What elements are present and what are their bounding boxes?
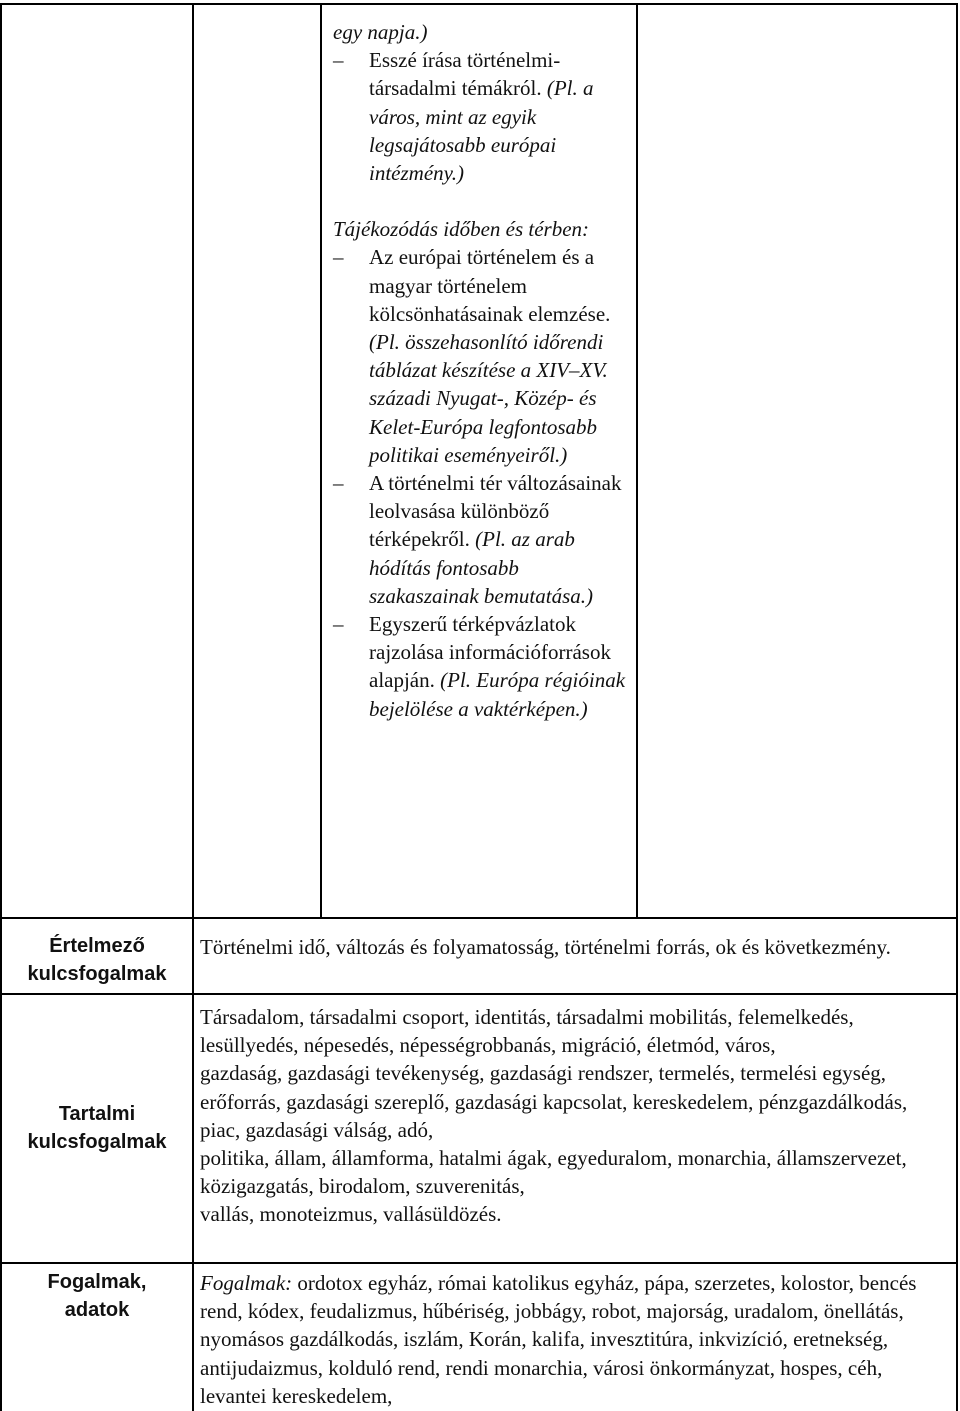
- bullet-essay-example: (Pl. a város, mint az egyik legsajátosabb európai intézmény.): [369, 76, 594, 186]
- bullet-map-sketch-text: Egyszerű térképvázlatok rajzolása információforrások alapján.: [369, 612, 611, 693]
- row-divider-2: [0, 993, 958, 995]
- section-heading: Tájékozódás időben és térben:: [333, 217, 590, 242]
- bullet-dash: –: [333, 245, 344, 270]
- fogalmak-list: ordotox egyház, római katolikus egyház, pápa, szerzetes, kolostor, bencés rend, kódex, feudalizmus, hűbériség, jobbágy, robot, majorság, uradalom, önellátás, nyomásos gazdálkodás, iszlám, Korán, kalifa, invesztitúra, inkvizíció, eretnekség, antijudaizmus, kolduló rend, rendi monarchia, városi önkormányzat, hospes, céh, levantei kereskedelem,: [200, 1271, 917, 1408]
- table-left-border: [0, 4, 2, 1411]
- bullet-map-sketch: [333, 610, 633, 723]
- bullet-dash: –: [333, 471, 344, 496]
- middle-column-right-border: [636, 4, 638, 918]
- row-divider-1: [0, 917, 958, 919]
- tartalmi-economy: gazdaság, gazdasági tevékenység, gazdasági rendszer, termelés, termelési egység, erőforrás, gazdasági szereplő, gazdasági kapcsolat, kereskedelem, pénzgazdálkodás, piac, gazdasági válság, adó,: [200, 1061, 908, 1142]
- row-content-ertelmezo: [200, 933, 952, 961]
- row-label-ertelmezo-line2: kulcsfogalmak: [27, 963, 167, 985]
- bullet-historical-space-example: (Pl. az arab hódítás fontosabb szakaszainak bemutatása.): [369, 527, 593, 608]
- bullet-essay-text: Esszé írása történelmi-társadalmi témákról.: [369, 48, 561, 101]
- middle-column-left-border: [320, 4, 322, 918]
- row-label-tartalmi-line1: Tartalmi: [58, 1103, 136, 1125]
- row-label-ertelmezo-line1: Értelmező: [49, 935, 145, 957]
- bullet-history-interaction: [333, 243, 633, 469]
- activities-cell: [333, 18, 633, 723]
- row-divider-3: [0, 1262, 958, 1264]
- tartalmi-religion: vallás, monoteizmus, vallásüldözés.: [200, 1202, 502, 1227]
- tartalmi-politics: politika, állam, államforma, hatalmi ágak, egyeduralom, monarchia, államszervezet, közigazgatás, birodalom, szuverenitás,: [200, 1146, 907, 1199]
- bullet-dash: –: [333, 48, 344, 73]
- bullet-historical-space: [333, 469, 633, 610]
- bullet-dash: –: [333, 612, 344, 637]
- row-label-fogalmak-line1: Fogalmak,: [47, 1271, 147, 1293]
- table-top-border: [0, 3, 958, 5]
- bullet-history-interaction-text: Az európai történelem és a magyar történelem kölcsönhatásainak elemzése.: [369, 245, 611, 326]
- row-content-fogalmak: [200, 1269, 952, 1410]
- label-column-divider: [192, 4, 194, 1411]
- fogalmak-prefix: Fogalmak:: [200, 1271, 293, 1295]
- row-label-fogalmak-line2: adatok: [64, 1299, 130, 1321]
- fogalmak-text: [200, 1269, 952, 1410]
- bullet-essay: [333, 46, 633, 187]
- row-label-ertelmezo: [0, 932, 194, 988]
- intro-tail: egy napja.): [333, 20, 428, 44]
- bullet-historical-space-text: A történelmi tér változásainak leolvasása különböző térképekről.: [369, 471, 622, 552]
- tartalmi-society: Társadalom, társadalmi csoport, identitás, társadalmi mobilitás, felemelkedés, lesüllyedés, népesedés, népességrobbanás, migráció, életmód, város,: [200, 1005, 854, 1058]
- row-label-tartalmi: [0, 1100, 194, 1156]
- bullet-map-sketch-example: (Pl. Európa régióinak bejelölése a vaktérképen.): [369, 668, 626, 721]
- bullet-history-interaction-example: (Pl. összehasonlító időrendi táblázat készítése a XIV–XV. századi Nyugat-, Közép- és Kelet-Európa legfontosabb politikai eseményeiről.): [369, 330, 608, 467]
- row-label-tartalmi-line2: kulcsfogalmak: [27, 1131, 167, 1153]
- row-content-tartalmi: [200, 1003, 952, 1229]
- table-right-border: [956, 4, 958, 1411]
- ertelmezo-text: Történelmi idő, változás és folyamatosság, történelmi forrás, ok és következmény.: [200, 935, 891, 959]
- row-label-fogalmak: [0, 1268, 194, 1324]
